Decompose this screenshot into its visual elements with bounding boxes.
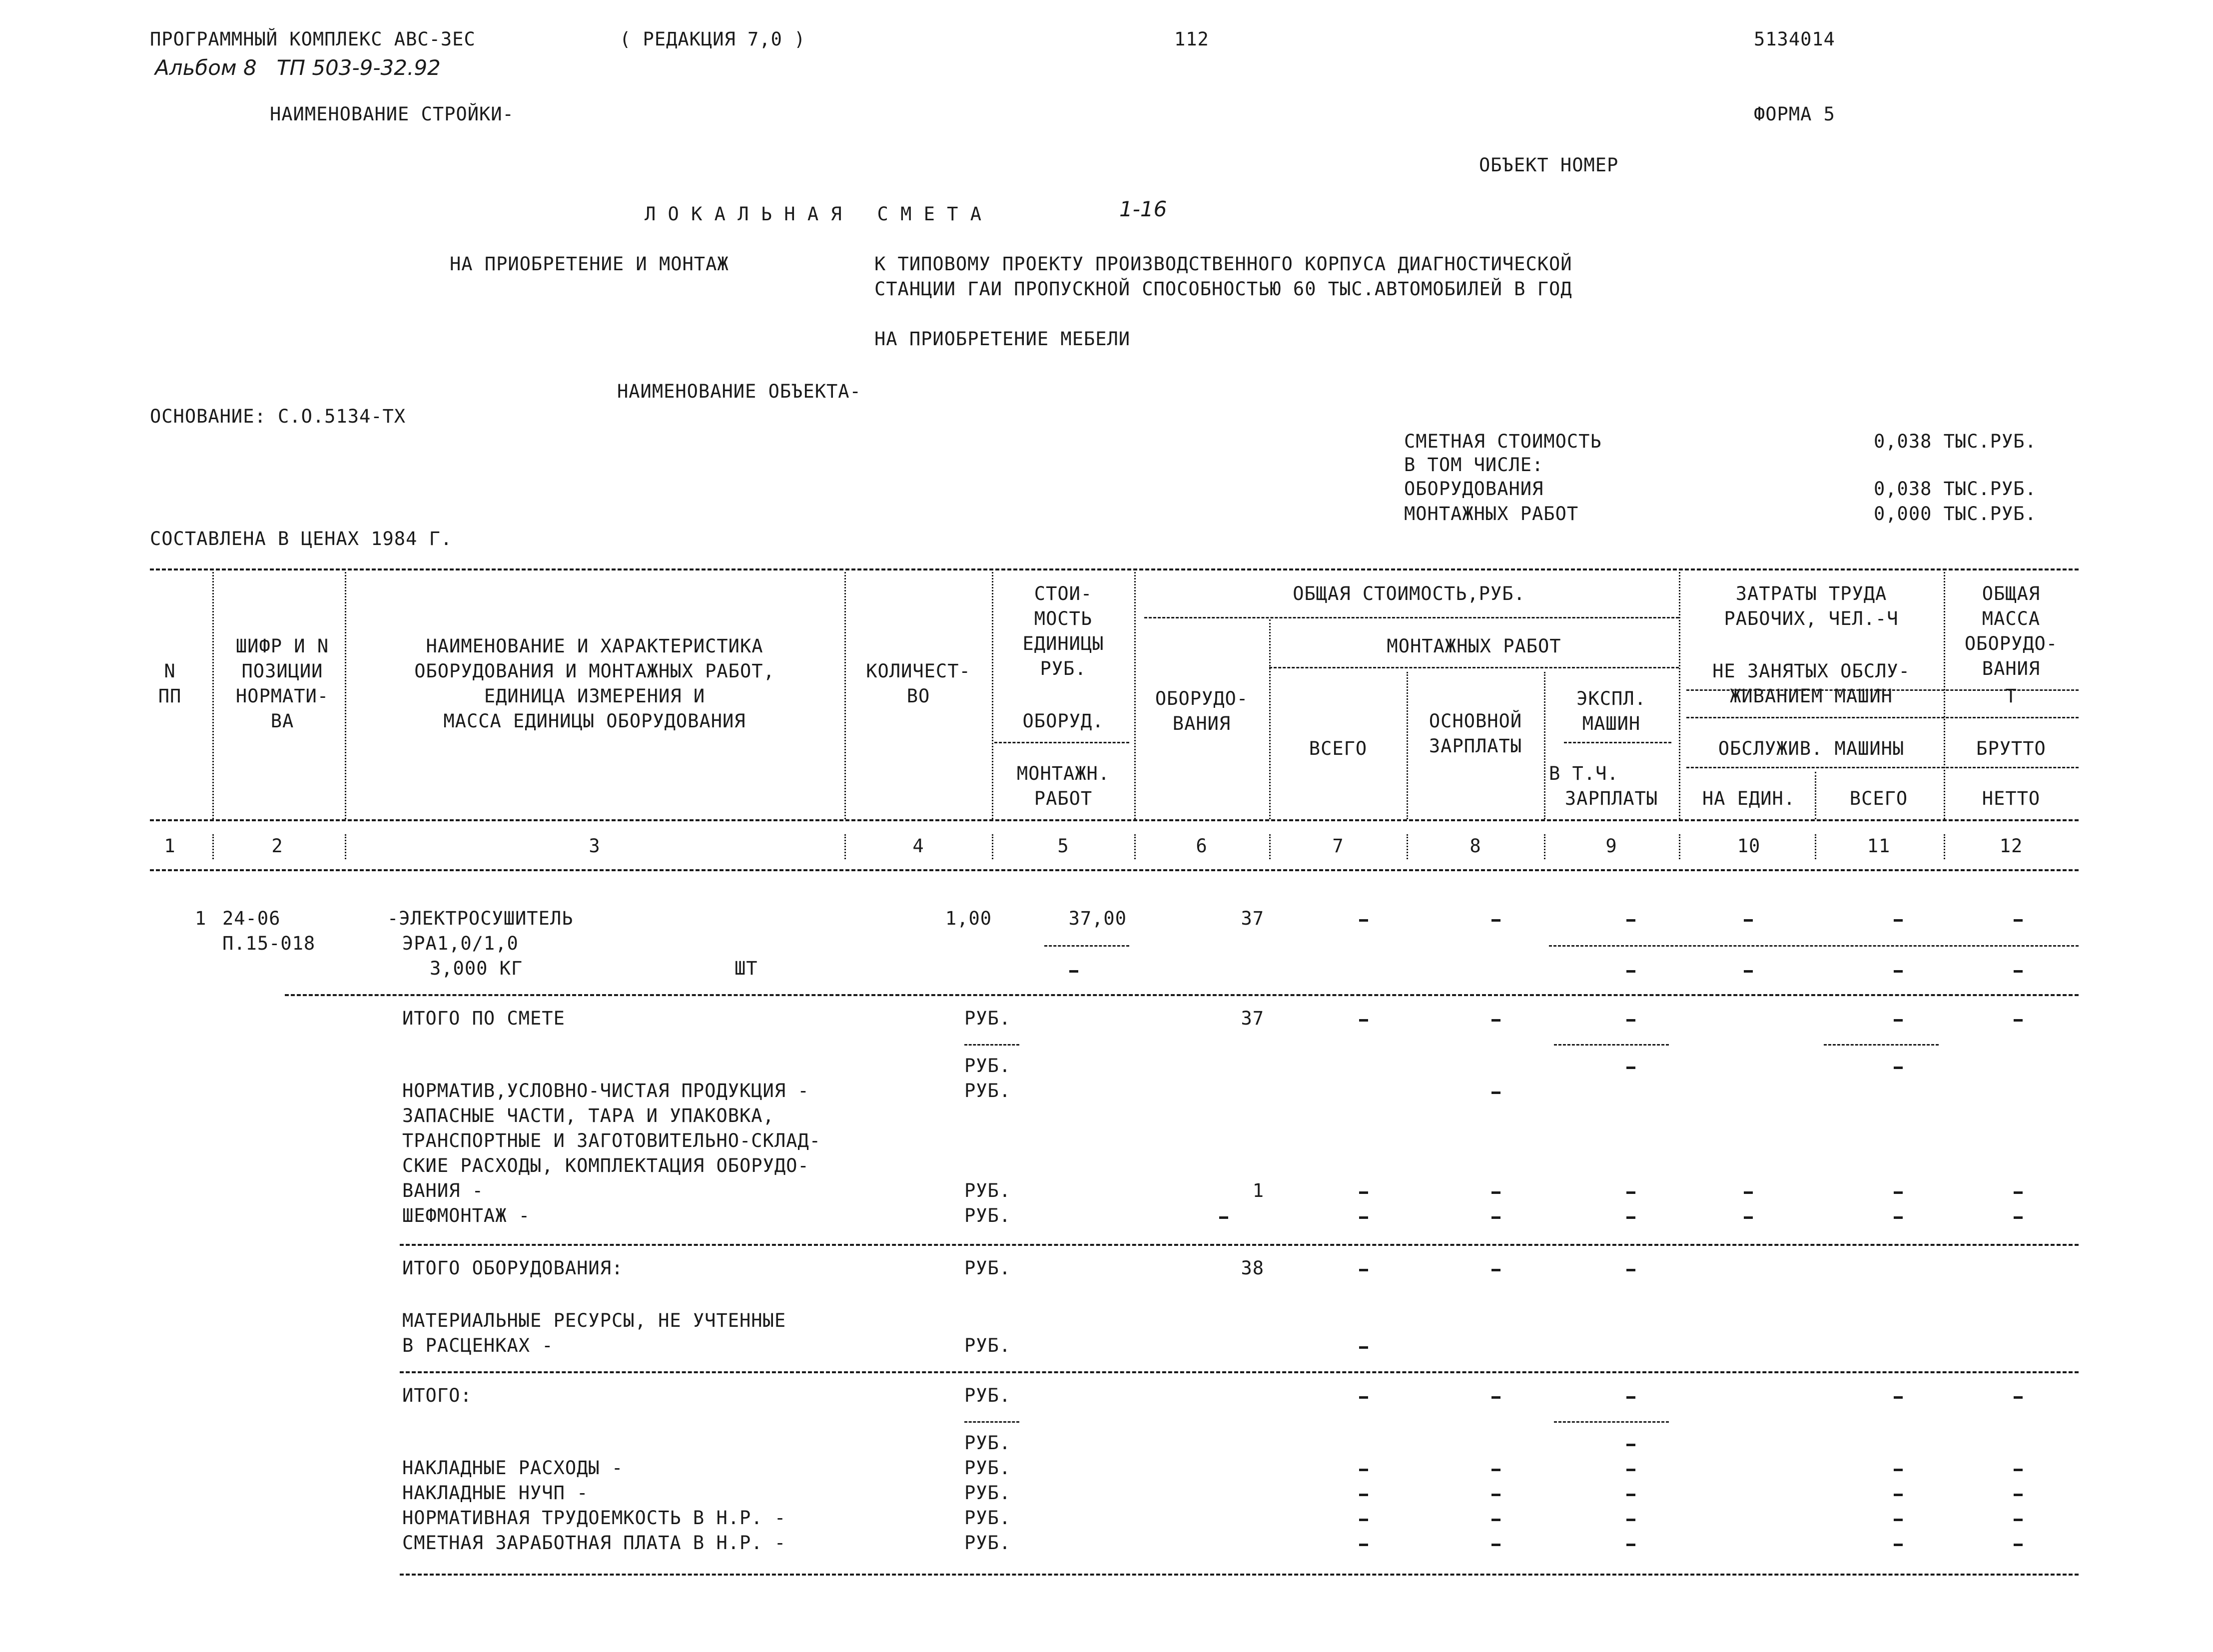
estimate-number-handwritten: 1-16 <box>1119 197 1167 221</box>
summary-dash <box>1626 1544 1635 1546</box>
col5-h5: ОБОРУД. <box>1022 710 1104 732</box>
total-equipment-value: 38 <box>1241 1257 1264 1279</box>
cost-label-installation: МОНТАЖНЫХ РАБОТ <box>1404 503 1579 525</box>
col-number-9: 9 <box>1605 835 1617 857</box>
cost-label-total: СМЕТНАЯ СТОИМОСТЬ <box>1404 431 1602 452</box>
summary-dash <box>1359 1544 1368 1546</box>
col-sep-6 <box>1269 619 1271 819</box>
summary-dash <box>1359 1019 1368 1022</box>
summary-dash <box>1626 1019 1635 1022</box>
summary-dash <box>2014 1469 2023 1471</box>
summary-sub-rule <box>1554 1421 1669 1423</box>
summary-rule <box>400 1371 2079 1373</box>
col4-h1: КОЛИЧЕСТ- <box>866 660 971 682</box>
estimate-title: Л О К А Л Ь Н А Я С М Е Т А <box>645 203 982 225</box>
col12-h6: БРУТТО <box>1976 738 2046 759</box>
num-sep-1 <box>212 834 214 859</box>
col-number-12: 12 <box>1999 835 2023 857</box>
document-code: 5134014 <box>1754 28 1835 50</box>
spare-line-3: СКИЕ РАСХОДЫ, КОМПЛЕКТАЦИЯ ОБОРУДО- <box>402 1155 809 1176</box>
num-sep-8 <box>1544 834 1545 859</box>
col7-h1: ВСЕГО <box>1309 738 1368 759</box>
item-dash <box>2014 919 2023 922</box>
summary-dash <box>1894 1216 1903 1219</box>
subject-line: НА ПРИОБРЕТЕНИЕ МЕБЕЛИ <box>874 328 1131 350</box>
col2-h4: ВА <box>270 710 294 732</box>
col8-h2: ЗАРПЛАТЫ <box>1429 735 1522 757</box>
col-sep-8 <box>1544 672 1545 819</box>
col8-h1: ОСНОВНОЙ <box>1429 710 1522 732</box>
col12-h5: Т <box>2005 685 2017 707</box>
col5-h2: МОСТЬ <box>1034 608 1093 629</box>
total-cost-header: ОБЩАЯ СТОИМОСТЬ,РУБ. <box>1293 583 1525 604</box>
spare-line-1: ЗАПАСНЫЕ ЧАСТИ, ТАРА И УПАКОВКА, <box>402 1105 774 1126</box>
num-sep-11 <box>1944 834 1945 859</box>
col9-h1: ЭКСПЛ. <box>1576 688 1646 709</box>
purpose-label: НА ПРИОБРЕТЕНИЕ И МОНТАЖ <box>450 253 729 275</box>
num-sep-3 <box>844 834 846 859</box>
summary-sub-rule <box>964 1044 1019 1046</box>
labor-header-1: ЗАТРАТЫ ТРУДА <box>1735 583 1887 604</box>
total-estimate-value: 37 <box>1241 1008 1264 1029</box>
summary-sub-rule <box>1554 1044 1669 1046</box>
cost-label-equipment: ОБОРУДОВАНИЯ <box>1404 478 1544 500</box>
col-sep-10 <box>1815 772 1816 819</box>
col-number-11: 11 <box>1867 835 1891 857</box>
item-number: 1 <box>195 908 207 929</box>
rub-label: РУБ. <box>964 1055 1011 1077</box>
col9-h3: В Т.Ч. <box>1549 763 1619 784</box>
project-line-1: К ТИПОВОМУ ПРОЕКТУ ПРОИЗВОДСТВЕННОГО КОРПУСА ДИАГНОСТИЧЕСКОЙ <box>874 253 1572 275</box>
summary-dash <box>1359 1191 1368 1194</box>
item-spec: ЭРА1,0/1,0 <box>402 933 519 954</box>
col12-h2: МАССА <box>1982 608 2041 629</box>
item-mass: 3,000 КГ <box>430 958 523 979</box>
summary-dash <box>1491 1544 1500 1546</box>
total-label: ИТОГО: <box>402 1385 472 1406</box>
summary-dash <box>2014 1191 2023 1194</box>
album-handwritten: Альбом 8 ТП 503-9-32.92 <box>155 55 441 80</box>
rub-label: РУБ. <box>964 1507 1011 1529</box>
summary-dash <box>1491 1494 1500 1496</box>
column-numbers-rule <box>150 869 2079 871</box>
shef-label: ШЕФМОНТАЖ - <box>402 1205 531 1226</box>
basis-line: ОСНОВАНИЕ: С.О.5134-ТХ <box>150 406 406 427</box>
document-bottom-rule <box>400 1574 2079 1576</box>
summary-dash <box>1491 1191 1500 1194</box>
col4-h2: ВО <box>906 685 930 707</box>
col1-h1: N <box>164 660 176 682</box>
rub-label: РУБ. <box>964 1205 1011 1226</box>
summary-dash <box>1894 1544 1903 1546</box>
summary-dash <box>1491 1396 1500 1399</box>
summary-dash <box>1894 1494 1903 1496</box>
col1-h2: ПП <box>158 685 182 707</box>
cost-total-value: 0,038 ТЫС.РУБ. <box>1874 431 2037 452</box>
col-sep-1 <box>212 572 214 819</box>
summary-dash <box>1626 1067 1635 1069</box>
num-sep-6 <box>1269 834 1271 859</box>
num-sep-2 <box>345 834 346 859</box>
col9-h2: МАШИН <box>1582 713 1641 734</box>
rule-labor-3 <box>1686 767 2079 768</box>
col2-h2: ПОЗИЦИИ <box>241 660 323 682</box>
table-top-rule <box>150 568 2079 570</box>
col-sep-7 <box>1407 672 1408 819</box>
rub-label: РУБ. <box>964 1257 1011 1279</box>
summary-dash <box>1744 1216 1753 1219</box>
summary-dash <box>1894 1067 1903 1069</box>
col12-h4: ВАНИЯ <box>1982 658 2041 679</box>
rub-label: РУБ. <box>964 1532 1011 1554</box>
num-sep-7 <box>1407 834 1408 859</box>
col-sep-5 <box>1134 572 1136 819</box>
summary-dash <box>1626 1494 1635 1496</box>
labor-header-2: РАБОЧИХ, ЧЕЛ.-Ч <box>1724 608 1899 629</box>
col-sep-11 <box>1944 572 1945 819</box>
installation-works-header: МОНТАЖНЫХ РАБОТ <box>1387 635 1561 657</box>
summary-dash <box>2014 1019 2023 1022</box>
rub-label: РУБ. <box>964 1432 1011 1454</box>
summary-dash <box>1894 1469 1903 1471</box>
labor-norm-label: НОРМАТИВНАЯ ТРУДОЕМКОСТЬ В Н.Р. - <box>402 1507 786 1529</box>
summary-dash <box>1894 1191 1903 1194</box>
item-code-2: П.15-018 <box>222 933 316 954</box>
summary-dash <box>1491 1019 1500 1022</box>
summary-dash <box>1626 1469 1635 1471</box>
summary-sub-rule <box>1824 1044 1939 1046</box>
col-number-1: 1 <box>164 835 176 857</box>
overhead-nchp-label: НАКЛАДНЫЕ НУЧП - <box>402 1482 589 1504</box>
item-name: -ЭЛЕКТРОСУШИТЕЛЬ <box>387 908 574 929</box>
item-dash <box>1626 919 1635 922</box>
summary-dash <box>1626 1216 1635 1219</box>
page-number: 112 <box>1174 28 1209 50</box>
num-sep-9 <box>1679 834 1680 859</box>
item-quantity: 1,00 <box>945 908 992 929</box>
summary-dash <box>1894 1519 1903 1521</box>
materials-line-2: В РАСЦЕНКАХ - <box>402 1335 554 1356</box>
item-dash <box>1744 919 1753 922</box>
summary-dash <box>1219 1216 1228 1219</box>
edition: ( РЕДАКЦИЯ 7,0 ) <box>620 28 806 50</box>
cost-equipment-value: 0,038 ТЫС.РУБ. <box>1874 478 2037 500</box>
summary-dash <box>1491 1269 1500 1271</box>
col6-h1: ОБОРУДО- <box>1155 688 1249 709</box>
item-code-1: 24-06 <box>222 908 281 929</box>
summary-dash <box>1626 1444 1635 1446</box>
summary-dash <box>2014 1544 2023 1546</box>
item-bottom-rule <box>285 994 2079 996</box>
item-dash <box>1626 970 1635 973</box>
summary-dash <box>1626 1519 1635 1521</box>
num-sep-5 <box>1134 834 1136 859</box>
col11-h1: ВСЕГО <box>1849 788 1908 809</box>
item-dash <box>1491 919 1500 922</box>
col-number-2: 2 <box>271 835 283 857</box>
object-number-label: ОБЪЕКТ НОМЕР <box>1479 154 1619 176</box>
col5-h7: РАБОТ <box>1034 788 1093 809</box>
cost-installation-value: 0,000 ТЫС.РУБ. <box>1874 503 2037 525</box>
rub-label: РУБ. <box>964 1180 1011 1201</box>
col12-h7: НЕТТО <box>1982 788 2041 809</box>
labor-sub-1: НЕ ЗАНЯТЫХ ОБСЛУ- <box>1712 660 1910 682</box>
item-dash <box>1359 919 1368 922</box>
col-sep-4 <box>992 572 993 819</box>
col3-h4: МАССА ЕДИНИЦЫ ОБОРУДОВАНИЯ <box>443 710 746 732</box>
summary-dash <box>1626 1396 1635 1399</box>
summary-dash <box>1359 1469 1368 1471</box>
program-name: ПРОГРАММНЫЙ КОМПЛЕКС АВС-3ЕС <box>150 28 476 50</box>
rub-label: РУБ. <box>964 1457 1011 1479</box>
col9-h4: ЗАРПЛАТЫ <box>1564 788 1658 809</box>
summary-dash <box>1491 1519 1500 1521</box>
spare-line-2: ТРАНСПОРТНЫЕ И ЗАГОТОВИТЕЛЬНО-СКЛАД- <box>402 1130 821 1151</box>
rub-label: РУБ. <box>964 1080 1011 1101</box>
form-label: ФОРМА 5 <box>1754 103 1835 125</box>
summary-dash <box>2014 1396 2023 1399</box>
normative-label: НОРМАТИВ,УСЛОВНО-ЧИСТАЯ ПРОДУКЦИЯ - <box>402 1080 809 1101</box>
header-bottom-rule <box>150 819 2079 821</box>
rub-label: РУБ. <box>964 1385 1011 1406</box>
object-name-label: НАИМЕНОВАНИЕ ОБЪЕКТА- <box>617 381 861 402</box>
summary-dash <box>2014 1519 2023 1521</box>
spare-line-4: ВАНИЯ - <box>402 1180 484 1201</box>
col2-h1: ШИФР И N <box>235 635 329 657</box>
summary-sub-rule <box>964 1421 1019 1423</box>
col3-h3: ЕДИНИЦА ИЗМЕРЕНИЯ И <box>484 685 706 707</box>
col-sep-2 <box>345 572 346 819</box>
summary-dash <box>1894 1396 1903 1399</box>
overhead-label: НАКЛАДНЫЕ РАСХОДЫ - <box>402 1457 624 1479</box>
item-dash <box>2014 970 2023 973</box>
total-estimate-label: ИТОГО ПО СМЕТЕ <box>402 1008 565 1029</box>
summary-rule <box>400 1244 2079 1246</box>
spare-value: 1 <box>1252 1180 1264 1201</box>
rule-under-total-cost <box>1144 617 1679 618</box>
materials-line-1: МАТЕРИАЛЬНЫЕ РЕСУРСЫ, НЕ УЧТЕННЫЕ <box>402 1310 786 1331</box>
col3-h1: НАИМЕНОВАНИЕ И ХАРАКТЕРИСТИКА <box>426 635 763 657</box>
site-name-label: НАИМЕНОВАНИЕ СТРОЙКИ- <box>270 103 514 125</box>
col-number-8: 8 <box>1470 835 1481 857</box>
item-dash <box>1894 919 1903 922</box>
summary-dash <box>1359 1346 1368 1349</box>
col5-h1: СТОИ- <box>1034 583 1093 604</box>
item-unit-price-rule <box>1044 945 1129 947</box>
col10-h1: НА ЕДИН. <box>1702 788 1796 809</box>
item-dash <box>1894 970 1903 973</box>
col2-h3: НОРМАТИ- <box>235 685 329 707</box>
rule-under-installation-works <box>1269 667 1679 668</box>
rub-label: РУБ. <box>964 1008 1011 1029</box>
project-line-2: СТАНЦИИ ГАИ ПРОПУСКНОЙ СПОСОБНОСТЬЮ 60 ТЫС.АВТОМОБИЛЕЙ В ГОД <box>874 278 1572 300</box>
col-number-3: 3 <box>589 835 601 857</box>
col-number-4: 4 <box>912 835 924 857</box>
labor-sub-3: ОБСЛУЖИВ. МАШИНЫ <box>1718 738 1905 759</box>
col3-h2: ОБОРУДОВАНИЯ И МОНТАЖНЫХ РАБОТ, <box>414 660 775 682</box>
summary-dash <box>2014 1494 2023 1496</box>
total-equipment-label: ИТОГО ОБОРУДОВАНИЯ: <box>402 1257 624 1279</box>
summary-dash <box>1491 1216 1500 1219</box>
item-unit-price: 37,00 <box>1068 908 1127 929</box>
item-equipment-cost: 37 <box>1241 908 1264 929</box>
col12-h1: ОБЩАЯ <box>1982 583 2041 604</box>
col-number-6: 6 <box>1196 835 1208 857</box>
num-sep-10 <box>1815 834 1816 859</box>
col-number-7: 7 <box>1332 835 1344 857</box>
col6-h2: ВАНИЯ <box>1172 713 1231 734</box>
summary-dash <box>1359 1216 1368 1219</box>
summary-dash <box>1744 1191 1753 1194</box>
col5-h4: РУБ. <box>1040 658 1087 679</box>
rub-label: РУБ. <box>964 1482 1011 1504</box>
rule-unit-cost <box>994 742 1129 743</box>
cost-label-including: В ТОМ ЧИСЛЕ: <box>1404 454 1544 476</box>
col-number-5: 5 <box>1057 835 1069 857</box>
summary-dash <box>2014 1216 2023 1219</box>
col-sep-3 <box>844 572 846 819</box>
prices-line: СОСТАВЛЕНА В ЦЕНАХ 1984 Г. <box>150 528 453 550</box>
summary-dash <box>1626 1269 1635 1271</box>
num-sep-4 <box>992 834 993 859</box>
col5-h3: ЕДИНИЦЫ <box>1022 633 1104 654</box>
item-dash <box>1069 970 1078 973</box>
rule-labor-2 <box>1686 717 2079 718</box>
rub-label: РУБ. <box>964 1335 1011 1356</box>
wage-norm-label: СМЕТНАЯ ЗАРАБОТНАЯ ПЛАТА В Н.Р. - <box>402 1532 786 1554</box>
col-sep-9 <box>1679 572 1680 819</box>
summary-dash <box>1359 1494 1368 1496</box>
labor-sub-2: ЖИВАНИЕМ МАШИН <box>1730 685 1893 707</box>
summary-dash <box>1359 1396 1368 1399</box>
col-number-10: 10 <box>1737 835 1761 857</box>
summary-dash <box>1894 1019 1903 1022</box>
item-sub-rule <box>1549 945 2079 947</box>
summary-dash <box>1491 1469 1500 1471</box>
col12-h3: ОБОРУДО- <box>1964 633 2058 654</box>
item-dash <box>1744 970 1753 973</box>
summary-dash <box>1626 1191 1635 1194</box>
summary-dash <box>1491 1092 1500 1094</box>
rule-machines <box>1564 742 1671 743</box>
summary-dash <box>1359 1269 1368 1271</box>
summary-dash <box>1359 1519 1368 1521</box>
col5-h6: МОНТАЖН. <box>1016 763 1110 784</box>
item-unit: ШТ <box>735 958 758 979</box>
